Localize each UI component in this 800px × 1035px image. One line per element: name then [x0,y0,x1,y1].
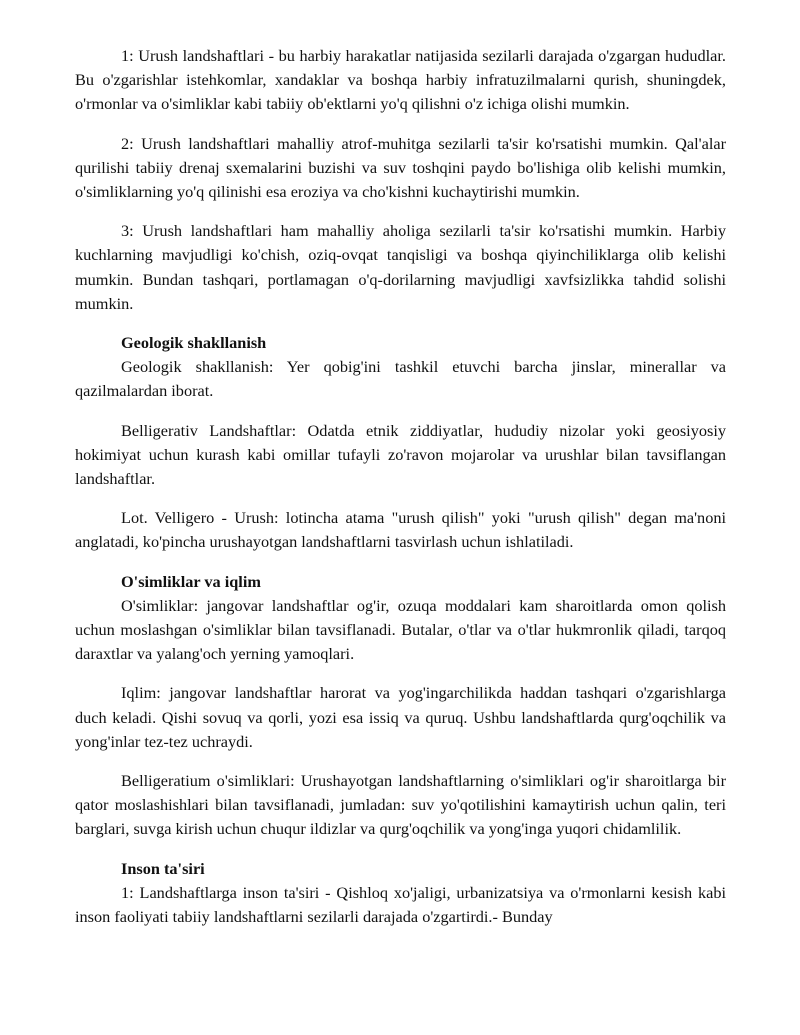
section-geology [75,331,726,555]
document-page [75,44,726,929]
section-human-impact [75,857,726,930]
paragraph-geology-1: Geologik shakllanish: Yer qobig'ini tashkil etuvchi barcha jinslar, minerallar va qazilmalardan iborat. [75,357,726,401]
paragraph-plants-2: Iqlim: jangovar landshaftlar harorat va yog'ingarchilikda haddan tashqari o'zgarishlarga duch keladi. Qishi sovuq va qorli, yozi esa issiq va quruq. Ushbu landshaftlarda qurg'oqchilik va yong'inlar tez-tez uchraydi. [75,683,726,751]
paragraph-war-landscapes-1: 1: Urush landshaftlari - bu harbiy harakatlar natijasida sezilarli darajada o'zgargan hududlar. Bu o'zgarishlar istehkomlar, xandaklar va boshqa harbiy infratuzilmalarni qurish, shuningdek, o'rmonlar va o'simliklar kabi tabiiy ob'ektlarni yo'q qilishni o'z ichiga olishi mumkin. [75,46,726,114]
paragraph-geology-3: Lot. Velligero - Urush: lotincha atama "urush qilish" yoki "urush qilish" degan ma'noni anglatadi, ko'pincha urushayotgan landshaftlarni tasvirlash uchun ishlatiladi. [75,508,726,552]
paragraph-war-landscapes-2: 2: Urush landshaftlari mahalliy atrof-muhitga sezilarli ta'sir ko'rsatishi mumkin. Qal'alar qurilishi tabiiy drenaj sxemalarini buzishi va suv toshqini paydo bo'lishiga olib kelishi mumkin, o'simliklarning yo'q qilinishi esa eroziya va cho'kishni kuchaytirishi mumkin. [75,133,726,202]
section-heading-plants-climate: O'simliklar va iqlim [121,571,261,591]
section-heading-geology: Geologik shakllanish [121,333,267,353]
paragraph-plants-3: Belligeratium o'simliklari: Urushayotgan landshaftlarning o'simliklari og'ir sharoitlarga bir qator moslashishlari bilan tavsiflanadi, jumladan: suv yo'qotilishini kamaytirish uchun qalin, teri barglari, suvga kirish uchun chuqur ildizlar va qurg'oqchilik va yong'inga yuqori chidamlilik. [75,771,726,839]
paragraph-plants-1: O'simliklar: jangovar landshaftlar og'ir, ozuqa moddalari kam sharoitlarda omon qolish uchun moslashgan o'simliklar bilan tavsiflanadi. Butalar, o'tlar va o'tlar hukmronlik qiladi, tarqoq daraxtlar va yalang'och yerning yamoqlari. [75,595,726,664]
paragraph-human-1: 1: Landshaftlarga inson ta'siri - Qishloq xo'jaligi, urbanizatsiya va o'rmonlarni kesish kabi inson faoliyati tabiiy landshaftlarni sezilarli darajada o'zgartirdi.- Bunday [75,882,726,927]
paragraph-war-landscapes-3: 3: Urush landshaftlari ham mahalliy aholiga sezilarli ta'sir ko'rsatishi mumkin. Harbiy kuchlarning mavjudligi ko'chish, oziq-ovqat tanqisligi va boshqa qiyinchiliklarga olib kelishi mumkin. Bundan tashqari, portlamagan o'q-dorilarning mavjudligi xavfsizlikka tahdid solishi mumkin. [75,221,726,313]
paragraph-geology-2: Belligerativ Landshaftlar: Odatda etnik ziddiyatlar, hududiy nizolar yoki geosiyosiy hokimiyat uchun kurash kabi omillar tufayli zo'ravon mojarolar va urushlar bilan tavsiflangan landshaftlar. [75,420,726,489]
section-plants-climate [75,570,726,842]
section-heading-human-impact: Inson ta'siri [121,858,205,878]
